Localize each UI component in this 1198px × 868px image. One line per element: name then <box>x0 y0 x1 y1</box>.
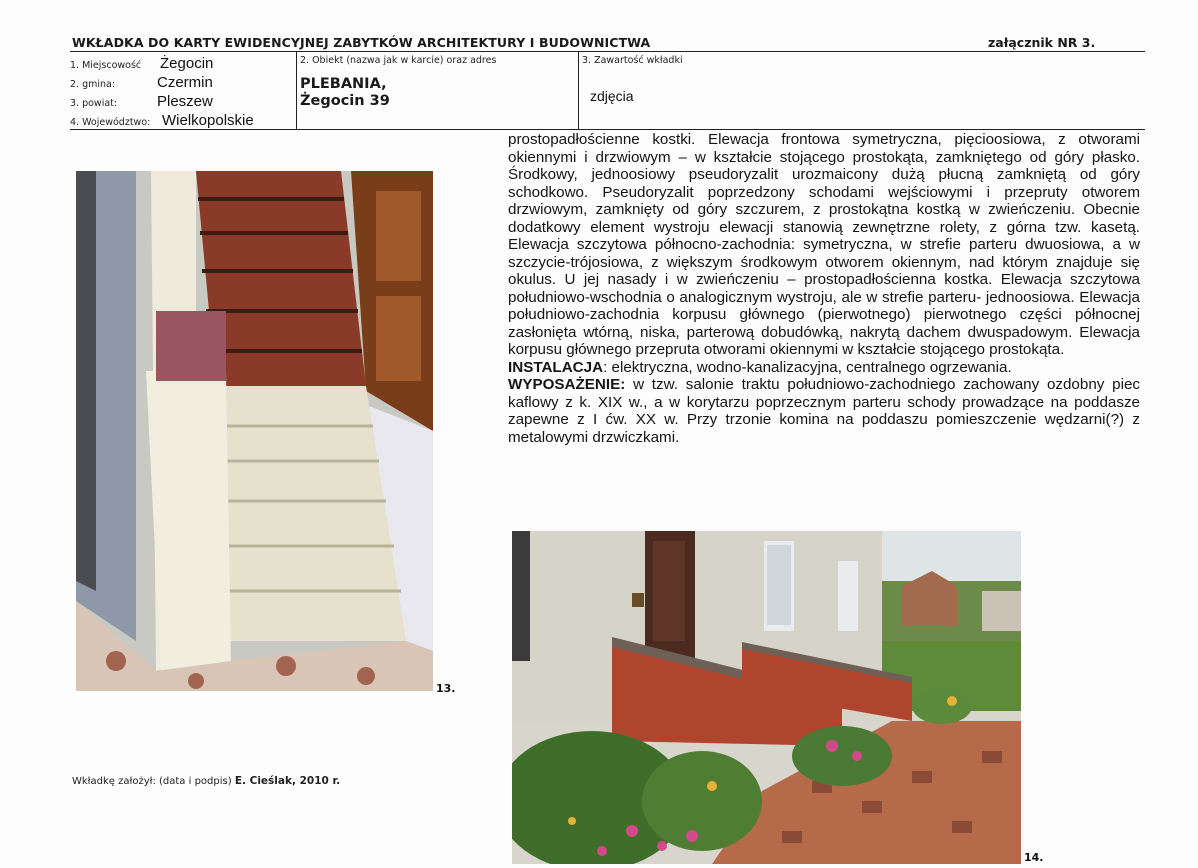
instalacja-paragraph <box>508 359 1140 377</box>
document-title: WKŁADKA DO KARTY EWIDENCYJNEJ ZABYTKÓW ARCHITEKTURY I BUDOWNICTWA <box>72 35 651 50</box>
object-address: Żegocin 39 <box>300 93 390 109</box>
gmina-value: Czermin <box>157 74 213 91</box>
building-exterior-photo-image <box>512 531 1021 864</box>
staircase-photo <box>76 171 433 691</box>
description-paragraph: prostopadłościenne kostki. Elewacja frontowa symetryczna, pięcioosiowa, z otworami okiennymi i drzwiowym – w kształcie stojącego prostokąta, zamkniętego od góry płasko. Środkowy, jednoosiowy pseudoryzalit urozmaicony dużą płucną zamkniętą od góry schodkowo. Pseudoryzalit poprzedzony schodami wejściowymi i przepruty otworem drzwiowym, zamknięty od góry szczurem, z prostokątna kostką w zwieńczeniu. Obecnie dodatkowy element wystroju elewacji stanowią zewnętrzne rolety, z górna tzw. kasetą. Elewacja szczytowa północno-zachodnia: symetryczna, w strefie parteru dwuosiowa, a w szczycie-trójosiowa, z większym środkowym otworem okiennym, nad którym znajduje się okulus. U jej nasady i w zwieńczeniu – prostopadłościenna kostka. Elewacja szczytowa południowo-wschodnia o analogicznym wystroju, ale w strefie parteru- jednoosiowa. Elewacja południowo-zachodnia korpusu głównego (pierwotnego) pierwotnego części północnej zasłonięta wtórną, niska, parterową dobudówką, nakrytą dachem dwuspadowym. Elewacja korpusu głównego przepruta otworami okiennymi w kształcie stojącego prostokąta. <box>508 131 1140 358</box>
header-divider-1 <box>296 51 297 130</box>
gmina-label: 2. gmina: <box>70 79 116 90</box>
object-label: 2. Obiekt (nazwa jak w karcie) oraz adres <box>300 55 497 66</box>
wojewodztwo-value: Wielkopolskie <box>162 112 254 129</box>
annex-number: załącznik NR 3. <box>988 35 1096 50</box>
building-exterior-photo <box>512 531 1021 864</box>
footer-label: Wkładkę założył: (data i podpis) <box>72 776 232 787</box>
content-value: zdjęcia <box>590 88 634 104</box>
powiat-label: 3. powiat: <box>70 98 118 109</box>
instalacja-heading: INSTALACJA <box>508 358 604 376</box>
wyposazenie-heading: WYPOSAŻENIE: <box>508 376 626 393</box>
powiat-value: Pleszew <box>157 93 213 110</box>
footer <box>72 775 340 787</box>
header-rule-top <box>70 51 1145 52</box>
header-rule-bottom <box>70 129 1145 130</box>
wojewodztwo-label: 4. Województwo: <box>70 117 151 128</box>
description-text <box>508 131 1140 446</box>
instalacja-text: : elektryczna, wodno-kanalizacyjna, centralnego ogrzewania. <box>603 358 1012 376</box>
staircase-photo-image <box>76 171 433 691</box>
wyposazenie-paragraph <box>508 376 1140 446</box>
content-label: 3. Zawartość wkładki <box>582 55 683 66</box>
wyposazenie-text: w tzw. salonie traktu południowo-zachodniego zachowany ozdobny piec kaflowy z k. XIX w., a w korytarzu poprzecznym parteru schody prowadzące na poddasze zapewne z I ćw. XX w. Przy trzonie komina na poddaszu pomieszczenie wędzarni(?) z metalowymi drzwiczkami. <box>508 376 1140 446</box>
photo-number-13: 13. <box>436 682 456 695</box>
object-name-line1: PLEBANIA, <box>300 76 387 92</box>
miejscowosc-label: 1. Miejscowość <box>70 60 142 71</box>
miejscowosc-value: Żegocin <box>160 55 214 72</box>
header-divider-2 <box>578 51 579 130</box>
photo-number-14: 14. <box>1024 851 1044 864</box>
footer-author: E. Cieślak, 2010 r. <box>234 775 341 787</box>
object-name <box>300 76 390 110</box>
